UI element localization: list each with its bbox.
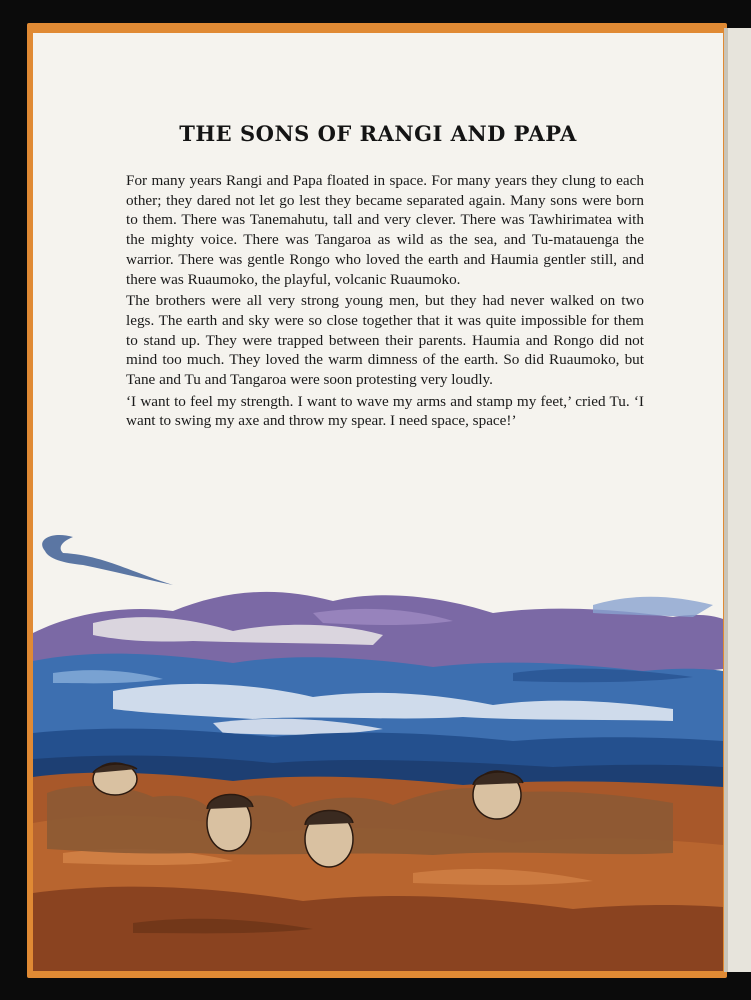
page-edge-shadow [724, 28, 728, 972]
paragraph-1: For many years Rangi and Papa floated in space. For many years they clung to each other; they dared not let go lest they became separated again. Many sons were born to them. There was Tanemahutu, tall and very clever. There was Tawhirimatea with the mighty voice. There was Tangaroa as wild as the sea, and Tu-matauenga the warrior. There was gentle Rongo who loved the earth and Haumia gentler still, and there was Ruaumoko, the playful, volcanic Ruaumoko. [126, 172, 644, 288]
page-title: THE SONS OF RANGI AND PAPA [179, 121, 577, 146]
paragraph-2: The brothers were all very strong young men, but they had never walked on two legs. The earth and sky were so close together that it was quite impossible for them to stand up. They were trapped between their parents. Haumia and Rongo did not mind too much. They loved the warm dimness of the earth. So did Ruaumoko, but Tane and Tu and Tangaroa were soon protesting very loudly. [126, 292, 644, 389]
paragraph-3: ‘I want to feel my strength. I want to wave my arms and stamp my feet,’ cried Tu. ‘I want to swing my axe and throw my spear. I need space, space!’ [126, 392, 644, 430]
illustration-sky-and-earth [33, 493, 723, 971]
brother-face-3 [305, 810, 353, 867]
book-page [33, 33, 723, 971]
brother-face-1 [93, 763, 137, 795]
story-text [126, 171, 644, 433]
book-spine-page-edge [724, 28, 751, 972]
